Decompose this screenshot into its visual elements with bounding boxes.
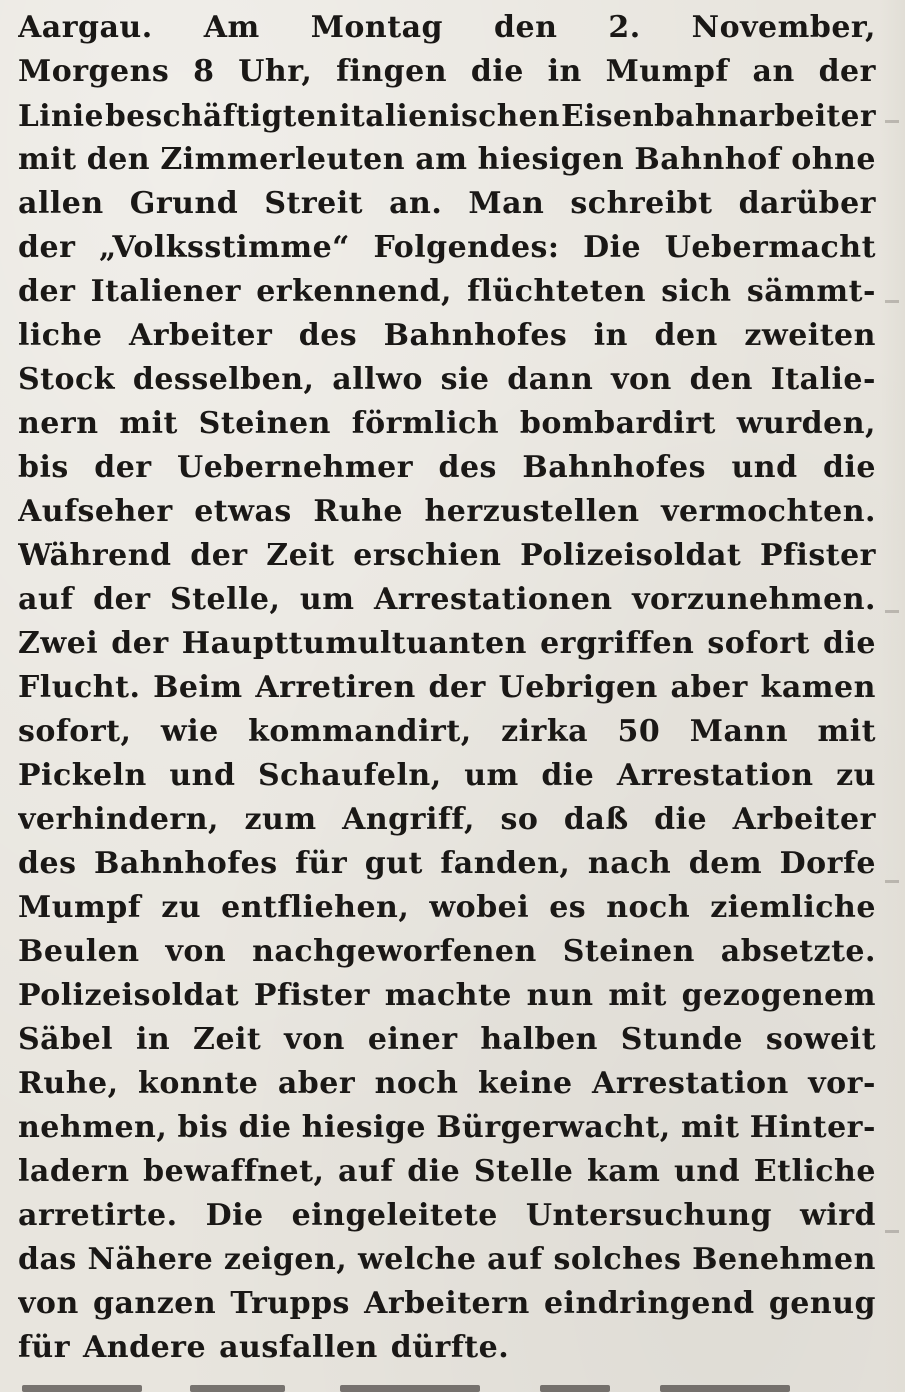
article-line: Aufseher etwas Ruhe herzustellen vermochten.: [18, 494, 876, 529]
article-line: von ganzen Trupps Arbeitern eindringend genug: [18, 1286, 876, 1321]
article-line: der Italiener erkennend, flüchteten sich sämmt-: [18, 274, 876, 309]
article-body: [18, 6, 876, 1370]
article-line: Linie beschäftigten italienischen Eisenbahnarbeiter: [18, 98, 876, 133]
article-line: bis der Uebernehmer des Bahnhofes und die: [18, 450, 876, 485]
article-line: auf der Stelle, um Arrestationen vorzunehmen.: [18, 582, 876, 617]
article-line: Stock desselben, allwo sie dann von den Italie-: [18, 362, 876, 397]
article-line: ladern bewaffnet, auf die Stelle kam und Etliche: [18, 1154, 876, 1189]
article-line: sofort, wie kommandirt, zirka 50 Mann mit: [18, 714, 876, 749]
article-line: Flucht. Beim Arretiren der Uebrigen aber kamen: [18, 670, 876, 705]
adjacent-column-edge: [879, 0, 905, 1392]
article-line: Aargau. Am Montag den 2. November,: [18, 10, 876, 45]
article-line: Beulen von nachgeworfenen Steinen absetzte.: [18, 934, 876, 969]
article-line: Zwei der Haupttumultuanten ergriffen sofort die: [18, 626, 876, 661]
article-line: verhindern, zum Angriff, so daß die Arbeiter: [18, 802, 876, 837]
article-line: für Andere ausfallen dürfte.: [18, 1330, 510, 1365]
article-line: Polizeisoldat Pfister machte nun mit gezogenem: [18, 978, 876, 1013]
article-line: Pickeln und Schaufeln, um die Arrestation zu: [18, 758, 876, 793]
article-line: nehmen, bis die hiesige Bürgerwacht, mit Hinter-: [18, 1110, 876, 1145]
article-line: liche Arbeiter des Bahnhofes in den zweiten: [18, 318, 876, 353]
article-line: Ruhe, konnte aber noch keine Arrestation vor-: [18, 1066, 876, 1101]
article-line: mit den Zimmerleuten am hiesigen Bahnhof ohne: [18, 142, 876, 177]
article-line: das Nähere zeigen, welche auf solches Benehmen: [18, 1242, 876, 1277]
article-line: allen Grund Streit an. Man schreibt darüber: [18, 186, 876, 221]
article-line: Säbel in Zeit von einer halben Stunde soweit: [18, 1022, 876, 1057]
article-line: des Bahnhofes für gut fanden, nach dem Dorfe: [18, 846, 876, 881]
article-line: arretirte. Die eingeleitete Untersuchung wird: [18, 1198, 876, 1233]
article-line: der „Volksstimme“ Folgendes: Die Uebermacht: [18, 230, 876, 265]
article-line: Morgens 8 Uhr, fingen die in Mumpf an der: [18, 54, 876, 89]
article-line: Mumpf zu entfliehen, wobei es noch ziemliche: [18, 890, 876, 925]
article-line: Während der Zeit erschien Polizeisoldat Pfister: [18, 538, 876, 573]
article-line: nern mit Steinen förmlich bombardirt wurden,: [18, 406, 876, 441]
next-line-fragment: [0, 1384, 905, 1392]
